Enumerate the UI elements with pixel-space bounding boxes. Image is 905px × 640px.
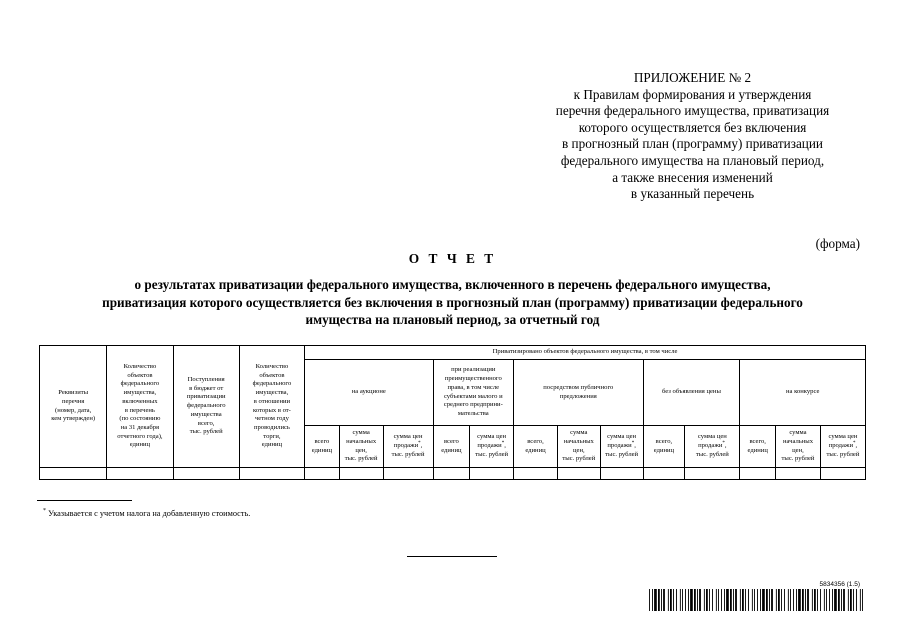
table-cell-empty[interactable]	[305, 468, 340, 480]
table-cell-empty[interactable]	[470, 468, 514, 480]
barcode-bar	[826, 589, 827, 611]
subtitle-line: приватизация которого осуществляется без включения в прогнозный план (программу) приватизации федерального	[102, 294, 803, 310]
table-cell-empty[interactable]	[339, 468, 383, 480]
table-cell-empty[interactable]	[740, 468, 776, 480]
barcode-bar	[724, 589, 725, 611]
barcode-bar	[730, 589, 732, 611]
barcode-bar	[817, 589, 818, 611]
appendix-heading: ПРИЛОЖЕНИЕ № 2	[633, 70, 752, 85]
barcode-bar	[814, 589, 816, 611]
header-list-requisites: Реквизиты перечня (номер, дата, кем утвержден)	[40, 346, 107, 468]
barcode-bar	[654, 589, 657, 611]
subtitle-line: о результатах приватизации федерального имущества, включенного в перечень федерального имущества,	[134, 277, 771, 292]
appendix-line: в прогнозный план (программу) приватизации	[562, 136, 823, 152]
barcode-bar	[733, 589, 734, 611]
subtitle-line: имущества на плановый период, за отчетный год	[305, 312, 600, 327]
barcode-bar	[754, 589, 755, 611]
barcode-bar	[853, 589, 854, 611]
barcode-bar	[812, 589, 813, 611]
barcode-bar	[742, 589, 744, 611]
appendix-block	[520, 70, 865, 203]
table-cell-empty[interactable]	[433, 468, 470, 480]
subheader-sale-prices: сумма цен продажи*, тыс. рублей	[685, 426, 740, 468]
barcode-bar	[760, 589, 761, 611]
table-cell-empty[interactable]	[685, 468, 740, 480]
barcode-bar	[706, 589, 708, 611]
subheader-total-units: всего, единиц	[643, 426, 685, 468]
barcode-bar	[850, 589, 852, 611]
header-group-preemptive: при реализации преимущественного права, в том числе субъектами малого и среднего предприни- мательства	[433, 360, 514, 426]
barcode-bar	[798, 589, 801, 611]
barcode-bar	[843, 589, 845, 611]
barcode-bar	[771, 589, 773, 611]
header-group-no-price: без объявления цены	[643, 360, 740, 426]
barcode-bar	[699, 589, 701, 611]
appendix-line: перечня федерального имущества, приватизация	[555, 103, 830, 119]
barcode-bar	[796, 589, 797, 611]
appendix-line: к Правилам формирования и утверждения	[573, 86, 812, 102]
barcode-bar	[860, 589, 861, 611]
barcode-bar	[735, 589, 737, 611]
barcode-bar	[766, 589, 768, 611]
barcode-bar	[752, 589, 753, 611]
barcode-code: 5834356 (1.5)	[819, 581, 860, 588]
end-divider	[407, 556, 497, 557]
barcode-bar	[663, 589, 665, 611]
subheader-total-units: всего единиц	[305, 426, 340, 468]
header-group-public-offer: посредством публичного предложения	[514, 360, 643, 426]
table-cell-empty[interactable]	[383, 468, 433, 480]
table-cell-empty[interactable]	[40, 468, 107, 480]
barcode-bar	[807, 589, 809, 611]
header-group-tender: на конкурсе	[740, 360, 866, 426]
barcode-bar	[726, 589, 729, 611]
barcode-bar	[762, 589, 765, 611]
subheader-sale-prices: сумма цен продажи*, тыс. рублей	[600, 426, 643, 468]
barcode-bar	[793, 589, 794, 611]
barcode-bar	[856, 589, 857, 611]
appendix-line: которого осуществляется без включения	[578, 119, 807, 135]
barcode-bar	[694, 589, 696, 611]
barcode-bar	[805, 589, 806, 611]
barcode-bar	[769, 589, 770, 611]
barcode-bar	[709, 589, 710, 611]
barcode-bar	[757, 589, 758, 611]
barcode-bar	[680, 589, 681, 611]
appendix-line: федерального имущества на плановый период,	[560, 152, 825, 168]
subheader-sale-prices: сумма цен продажи*, тыс. рублей	[820, 426, 865, 468]
table-cell-empty[interactable]	[776, 468, 821, 480]
barcode-bar	[778, 589, 780, 611]
footnote-divider	[37, 500, 132, 501]
barcode-bar	[718, 589, 719, 611]
subheader-start-prices: сумма начальных цен, тыс. рублей	[557, 426, 600, 468]
barcode-bar	[838, 589, 840, 611]
barcode-bar	[697, 589, 698, 611]
subheader-total-units: всего единиц	[433, 426, 470, 468]
barcode-bar	[649, 589, 650, 611]
barcode-bar	[781, 589, 782, 611]
report-table	[39, 345, 866, 480]
footnote-text: Указывается с учетом налога на добавленную стоимость.	[48, 509, 251, 518]
barcode-bar	[688, 589, 689, 611]
header-group-auction: на аукционе	[305, 360, 433, 426]
barcode-bar	[670, 589, 672, 611]
barcode-bar	[841, 589, 842, 611]
barcode-bar	[704, 589, 705, 611]
table-cell-empty[interactable]	[173, 468, 239, 480]
barcode-bar	[790, 589, 791, 611]
report-subtitle	[35, 276, 870, 329]
barcode-bar	[784, 589, 785, 611]
header-auctioned-count: Количество объектов федерального имущества, в отношении которых в от- четном году проводились торги, единиц	[239, 346, 304, 468]
subheader-total-units: всего, единиц	[740, 426, 776, 468]
barcode-bar	[788, 589, 789, 611]
footnote	[43, 509, 250, 518]
header-budget-receipts: Поступления в бюджет от приватизации федерального имущества всего, тыс. рублей	[173, 346, 239, 468]
barcode-bar	[776, 589, 777, 611]
table-row-empty	[40, 468, 866, 480]
subheader-sale-prices: сумма цен продажи*, тыс. рублей	[383, 426, 433, 468]
appendix-line: в указанный перечень	[630, 186, 755, 202]
barcode-bar	[712, 589, 713, 611]
barcode-bar	[676, 589, 677, 611]
table-cell-empty[interactable]	[820, 468, 865, 480]
barcode-bar	[673, 589, 674, 611]
barcode-bar	[862, 589, 863, 611]
table-cell-empty[interactable]	[239, 468, 304, 480]
barcode-bar	[682, 589, 683, 611]
table-cell-empty[interactable]	[107, 468, 173, 480]
barcode-bar	[820, 589, 821, 611]
barcode-bar	[802, 589, 804, 611]
table-cell-empty[interactable]	[514, 468, 558, 480]
footnote-mark: *	[43, 508, 46, 515]
barcode-bar	[834, 589, 837, 611]
form-label: (форма)	[815, 236, 860, 251]
barcode-bar	[685, 589, 686, 611]
subheader-total-units: всего, единиц	[514, 426, 558, 468]
subheader-start-prices: сумма начальных цен, тыс. рублей	[339, 426, 383, 468]
barcode-image	[649, 589, 865, 611]
barcode-bar	[740, 589, 741, 611]
table-cell-empty[interactable]	[600, 468, 643, 480]
barcode-bar	[661, 589, 662, 611]
barcode-bar	[832, 589, 833, 611]
table-cell-empty[interactable]	[643, 468, 685, 480]
barcode-bar	[652, 589, 653, 611]
barcode-bar	[721, 589, 722, 611]
subheader-sale-prices: сумма цен продажи*, тыс. рублей	[470, 426, 514, 468]
barcode-bar	[658, 589, 660, 611]
header-privatized-group: Приватизировано объектов федерального имущества, в том числе	[305, 346, 866, 360]
barcode-bar	[829, 589, 830, 611]
barcode-bar	[690, 589, 693, 611]
header-objects-count: Количество объектов федерального имущества, включенных в перечень (по состоянию на 31 декабря отчетного года), единиц	[107, 346, 173, 468]
barcode-bar	[716, 589, 717, 611]
table-cell-empty[interactable]	[557, 468, 600, 480]
barcode-bar	[668, 589, 669, 611]
barcode-bar	[748, 589, 749, 611]
barcode-bar	[745, 589, 746, 611]
barcode-bar	[824, 589, 825, 611]
subheader-start-prices: сумма начальных цен, тыс. рублей	[776, 426, 821, 468]
appendix-line: а также внесения изменений	[612, 169, 773, 185]
barcode-bar	[848, 589, 849, 611]
report-title: О Т Ч Е Т	[408, 251, 497, 266]
